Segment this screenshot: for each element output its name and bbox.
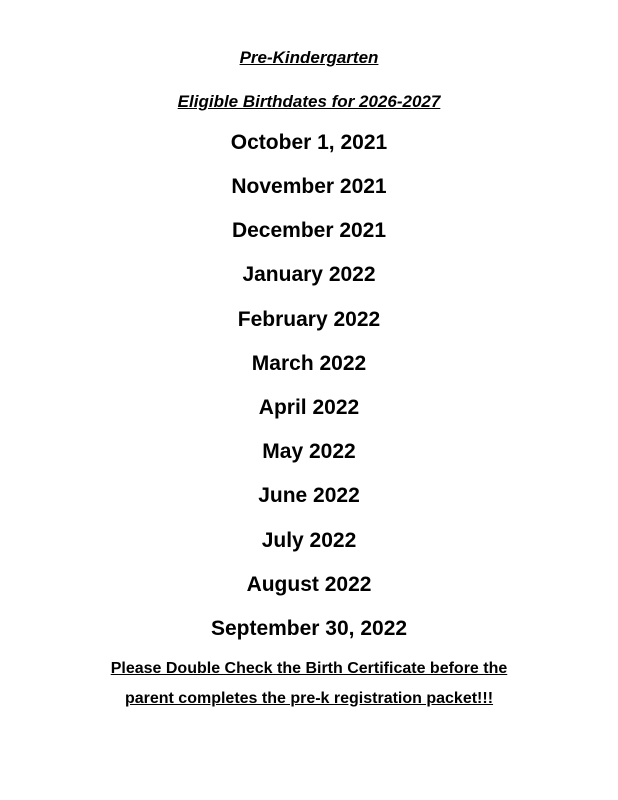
date-item: March 2022 (251, 352, 367, 375)
notice-line-1: Please Double Check the Birth Certificate before the (110, 660, 508, 677)
date-item: April 2022 (258, 396, 360, 419)
date-item: October 1, 2021 (230, 131, 388, 154)
document-title: Pre-Kindergarten (239, 48, 379, 67)
date-item: November 2021 (231, 175, 387, 198)
notice-line-2: parent completes the pre-k registration packet!!! (124, 690, 494, 707)
date-item: August 2022 (246, 573, 372, 596)
date-item: June 2022 (258, 484, 360, 507)
date-item: September 30, 2022 (210, 617, 408, 640)
date-item: January 2022 (242, 263, 376, 286)
document-subtitle: Eligible Birthdates for 2026-2027 (177, 92, 441, 111)
date-item: July 2022 (261, 529, 357, 552)
date-item: May 2022 (262, 440, 356, 463)
date-item: December 2021 (231, 219, 387, 242)
date-item: February 2022 (237, 308, 381, 331)
